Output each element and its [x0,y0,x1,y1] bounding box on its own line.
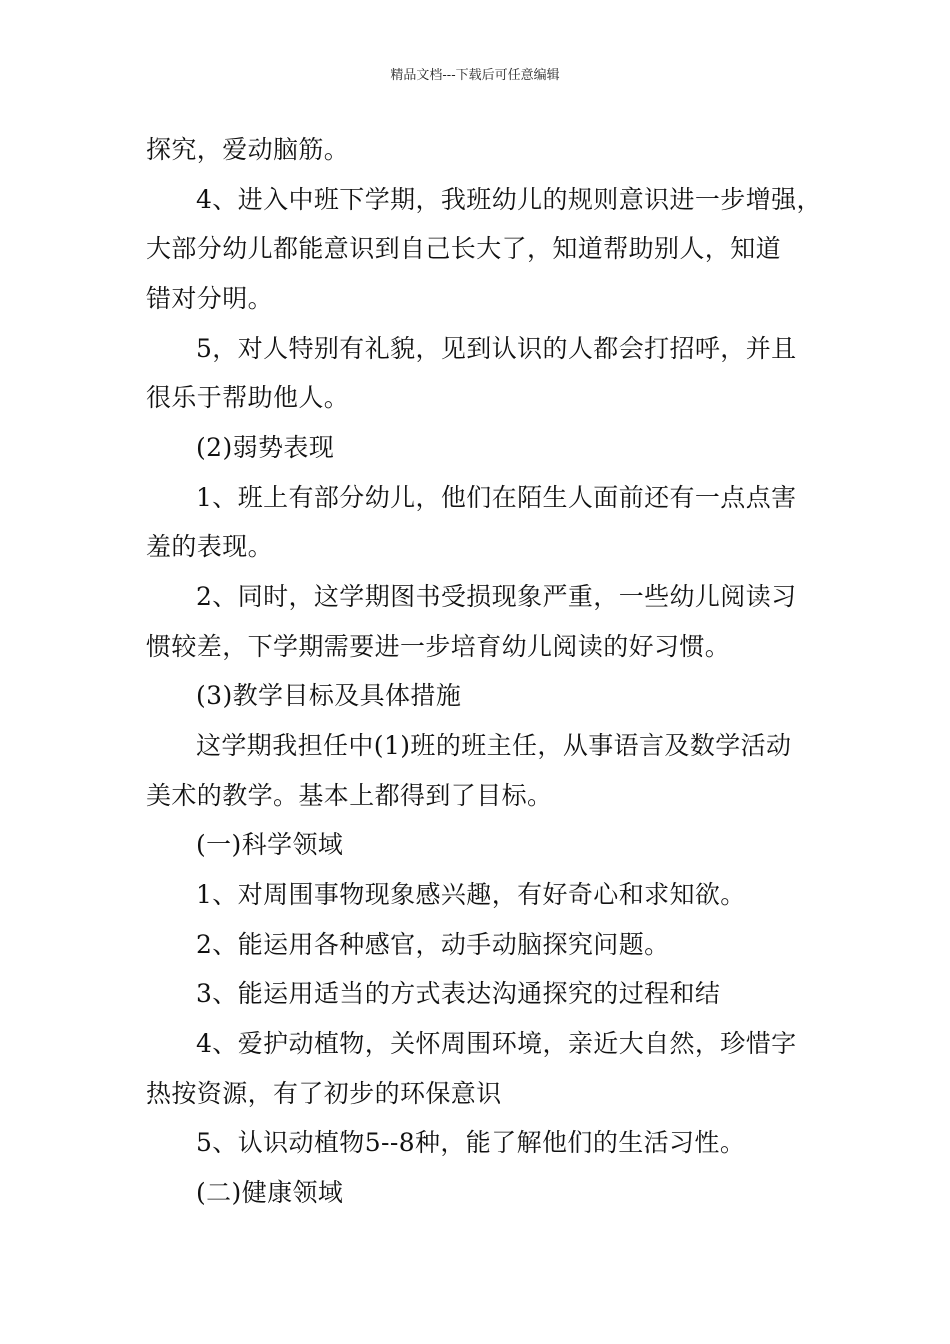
text-line: 2、能运用各种感官，动手动脑探究问题。 [196,930,670,959]
text-line: 羞的表现。 [146,532,274,561]
section-heading: (二)健康领域 [196,1178,344,1207]
page-header: 精品文档---下载后可任意编辑 [390,68,560,83]
text-line: 惯较差，下学期需要进一步培育幼儿阅读的好习惯。 [146,632,731,661]
text-line: 错对分明。 [146,284,274,313]
text-line: 热按资源，有了初步的环保意识 [146,1079,502,1108]
text-line: 2、同时，这学期图书受损现象严重，一些幼儿阅读习 [196,582,797,611]
text-line: 美术的教学。基本上都得到了目标。 [146,781,553,810]
text-line: 大部分幼儿都能意识到自己长大了，知道帮助别人，知道 [146,234,782,263]
text-line: 1、班上有部分幼儿，他们在陌生人面前还有一点点害 [196,483,797,512]
text-line: 很乐于帮助他人。 [146,383,350,412]
text-line: 4、进入中班下学期，我班幼儿的规则意识进一步增强， [196,185,822,214]
text-line: 5、认识动植物5--8种，能了解他们的生活习性。 [196,1128,746,1157]
text-line: 3、能运用适当的方式表达沟通探究的过程和结 [196,979,721,1008]
text-line: 这学期我担任中(1)班的班主任，从事语言及数学活动 [196,731,792,760]
text-line: 5，对人特别有礼貌，见到认识的人都会打招呼，并且 [196,334,797,363]
section-heading: (2)弱势表现 [196,433,335,462]
text-line: 1、对周围事物现象感兴趣，有好奇心和求知欲。 [196,880,746,909]
text-line: 探究，爱动脑筋。 [146,135,350,164]
text-line: 4、爱护动植物，关怀周围环境，亲近大自然，珍惜字 [196,1029,797,1058]
section-heading: (3)教学目标及具体措施 [196,681,462,710]
section-heading: (一)科学领域 [196,830,344,859]
